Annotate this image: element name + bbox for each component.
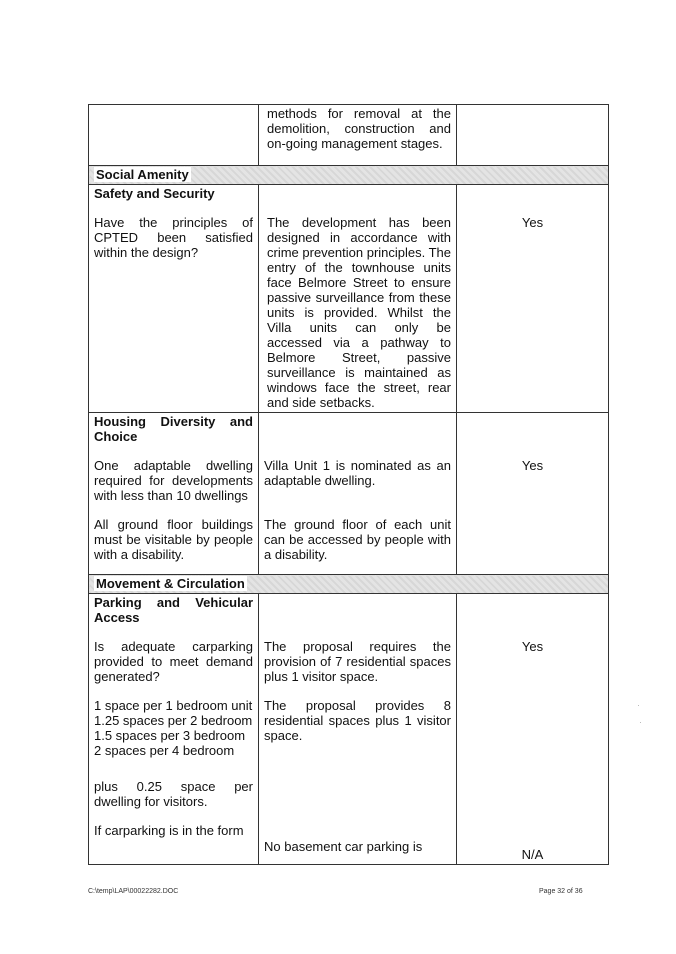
scan-speck bbox=[640, 722, 641, 723]
scan-speck bbox=[638, 705, 639, 706]
section-header-cell bbox=[89, 166, 609, 185]
compliance-cell bbox=[457, 105, 609, 166]
compliance-cell bbox=[457, 594, 609, 865]
compliance-cell bbox=[457, 185, 609, 413]
table-row-continued bbox=[89, 105, 609, 166]
response-text: The proposal provides 8 residential spaces plus 1 visitor space. bbox=[264, 698, 451, 743]
compliance-value: Yes bbox=[521, 639, 544, 654]
section-title: Social Amenity bbox=[96, 167, 189, 182]
response-text: The ground floor of each unit can be accessed by people with a disability. bbox=[264, 517, 451, 562]
control-cell bbox=[89, 594, 259, 865]
response-text: The development has been designed in accordance with crime prevention principles. The entry of the townhouse units face Belmore Street to ensure passive surveillance from these units is provided. Whilst the Villa units can only be accessed via a pathway to Belmore Street, passive surveillance is maintained as windows face the street, rear and side setbacks. bbox=[267, 215, 452, 410]
footer-page-number: Page 32 of 36 bbox=[539, 888, 583, 895]
control-question: One adaptable dwelling required for developments with less than 10 dwellings bbox=[94, 458, 253, 503]
response-cell bbox=[259, 594, 457, 865]
parking-rate: 1.5 spaces per 3 bedroom bbox=[94, 728, 246, 743]
compliance-value: Yes bbox=[521, 215, 544, 230]
table-row-housing bbox=[89, 413, 609, 575]
section-header-cell bbox=[89, 575, 609, 594]
response-cell bbox=[259, 185, 457, 413]
compliance-value: Yes bbox=[521, 458, 544, 473]
compliance-value: N/A bbox=[521, 847, 544, 862]
assessment-table bbox=[88, 104, 609, 865]
section-row-social-amenity bbox=[89, 166, 609, 185]
footer-file-path: C:\temp\LAP\00022282.DOC bbox=[88, 888, 179, 895]
control-question: Is adequate carparking provided to meet demand generated? bbox=[94, 639, 253, 684]
control-cell bbox=[89, 413, 259, 575]
compliance-cell bbox=[457, 413, 609, 575]
control-question: Have the principles of CPTED been satisfied within the design? bbox=[94, 215, 253, 260]
table-row-safety bbox=[89, 185, 609, 413]
section-row-movement bbox=[89, 575, 609, 594]
response-text: The proposal requires the provision of 7 residential spaces plus 1 visitor space. bbox=[264, 639, 451, 684]
parking-rate: 1 space per 1 bedroom unit bbox=[94, 698, 253, 713]
response-cell bbox=[259, 105, 457, 166]
table-row-parking bbox=[89, 594, 609, 865]
control-cell bbox=[89, 105, 259, 166]
control-cell bbox=[89, 185, 259, 413]
parking-rate: 2 spaces per 4 bedroom bbox=[94, 743, 235, 758]
control-heading: Parking and Vehicular Access bbox=[94, 595, 253, 625]
response-text: methods for removal at the demolition, construction and on-going management stages. bbox=[267, 106, 451, 151]
parking-rate: plus 0.25 space per dwelling for visitors. bbox=[94, 779, 253, 809]
parking-rate: 1.25 spaces per 2 bedroom bbox=[94, 713, 253, 728]
control-heading: Housing Diversity and Choice bbox=[94, 414, 253, 444]
control-question: If carparking is in the form bbox=[94, 823, 244, 838]
response-text: No basement car parking is bbox=[264, 839, 423, 854]
control-heading: Safety and Security bbox=[94, 186, 215, 201]
control-question: All ground floor buildings must be visitable by people with a disability. bbox=[94, 517, 253, 562]
response-cell bbox=[259, 413, 457, 575]
response-text: Villa Unit 1 is nominated as an adaptable dwelling. bbox=[264, 458, 451, 488]
section-title: Movement & Circulation bbox=[96, 576, 245, 591]
